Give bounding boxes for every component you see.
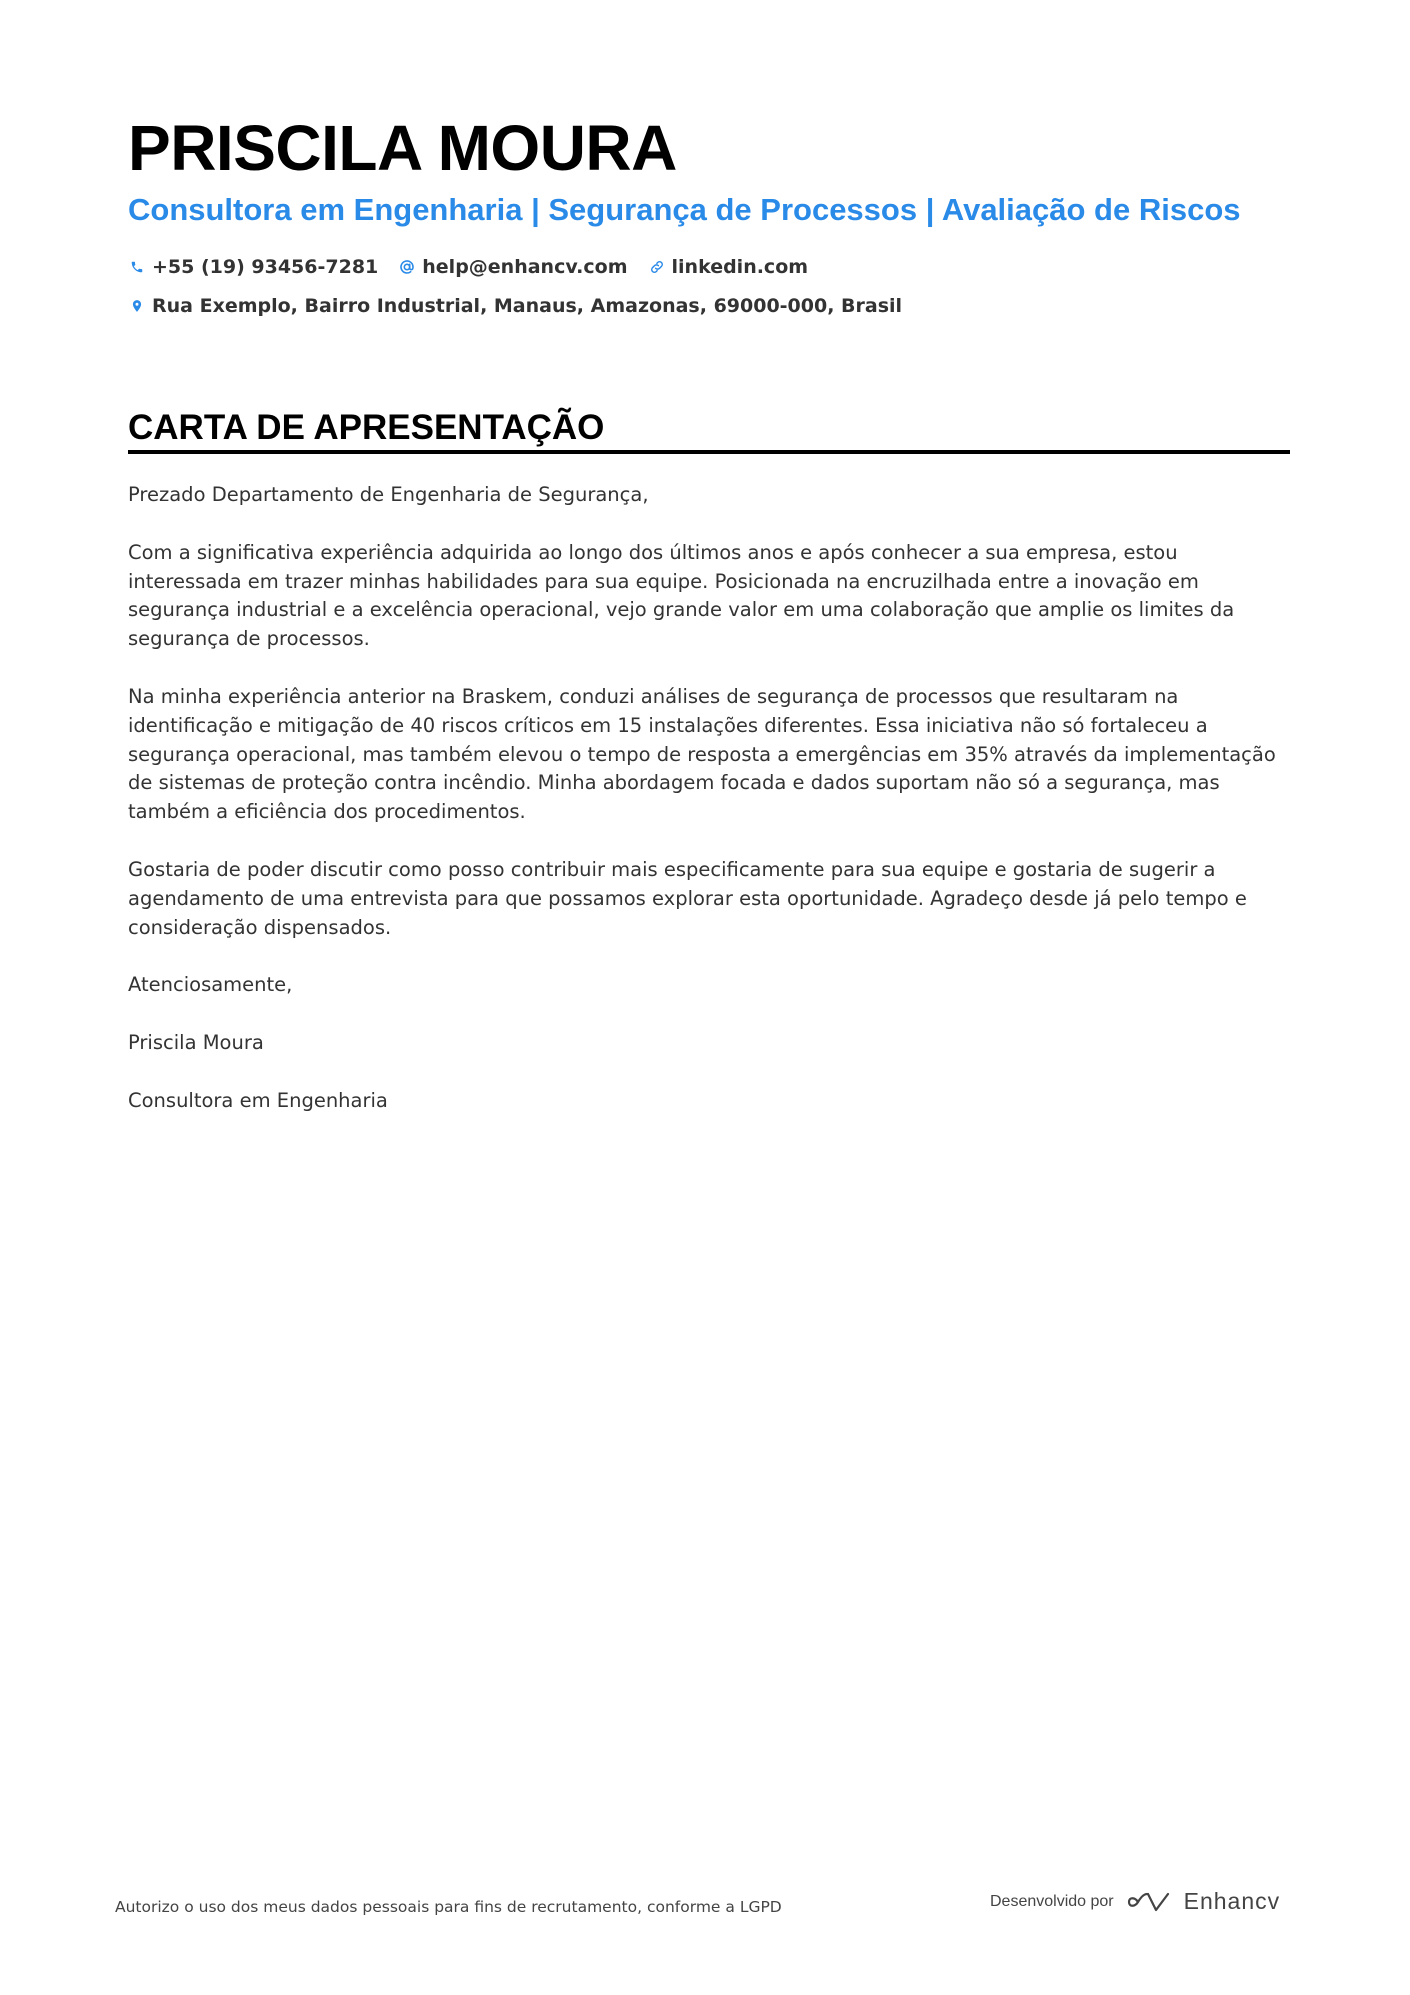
contact-row-primary: [128, 253, 828, 281]
footer-brand[interactable]: [990, 1888, 1280, 1915]
letter-paragraph: Com a significativa experiência adquirida ao longo dos últimos anos e após conhecer a sua empresa, estou interessada em trazer minhas habilidades para sua equipe. Posicionada na encruzilhada entre a inovação em segurança industrial e a excelência operacional, vejo grande valor em uma colaboração que amplie os limites da segurança de processos.: [128, 540, 1235, 651]
powered-by-label: Desenvolvido por: [990, 1892, 1114, 1910]
section-divider: [128, 450, 1290, 454]
contact-row-address: [128, 292, 922, 320]
contact-email-text: help@enhancv.com: [422, 256, 628, 278]
section-title: CARTA DE APRESENTAÇÃO: [128, 408, 605, 447]
contact-linkedin-text: linkedin.com: [671, 256, 809, 278]
letter-closing: Atenciosamente,: [128, 973, 293, 997]
at-icon: [398, 258, 416, 276]
candidate-title: Consultora em Engenharia | Segurança de Processos | Avaliação de Riscos: [128, 192, 1241, 227]
enhancv-logo-icon: [1126, 1889, 1174, 1915]
contact-phone-text: +55 (19) 93456-7281: [152, 256, 379, 278]
letter-body: [128, 481, 1290, 1145]
footer-consent: Autorizo o uso dos meus dados pessoais para fins de recrutamento, conforme a LGPD: [115, 1898, 782, 1916]
signature-name: Priscila Moura: [128, 1031, 264, 1055]
contact-phone[interactable]: [128, 253, 378, 281]
brand-name: Enhancv: [1183, 1888, 1281, 1914]
contact-address-text: Rua Exemplo, Bairro Industrial, Manaus, Amazonas, 69000-000, Brasil: [152, 295, 903, 317]
location-pin-icon: [128, 297, 146, 315]
letter-greeting: Prezado Departamento de Engenharia de Segurança,: [128, 483, 649, 506]
signature-title: Consultora em Engenharia: [128, 1088, 388, 1112]
letter-paragraph: Na minha experiência anterior na Braskem, conduzi análises de segurança de processos que resultaram na identificação e mitigação de 40 riscos críticos em 15 instalações diferentes. Essa iniciativa não só fortaleceu a segurança operacional, mas também elevou o tempo de resposta a emergências em 35% através da implementação de sistemas de proteção contra incêndio. Minha abordagem focada e dados suportam não só a segurança, mas também a eficiência dos procedimentos.: [128, 684, 1276, 824]
letter-paragraph: Gostaria de poder discutir como posso contribuir mais especificamente para sua equipe e gostaria de sugerir a agendamento de uma entrevista para que possamos explorar esta oportunidade. Agradeço desde já pelo tempo e consideração dispensados.: [128, 857, 1247, 939]
contact-linkedin[interactable]: [648, 253, 809, 281]
contact-address: [128, 292, 902, 320]
contact-email[interactable]: [398, 253, 627, 281]
candidate-name: PRISCILA MOURA: [128, 112, 677, 184]
link-icon: [648, 258, 666, 276]
phone-icon: [128, 258, 146, 276]
